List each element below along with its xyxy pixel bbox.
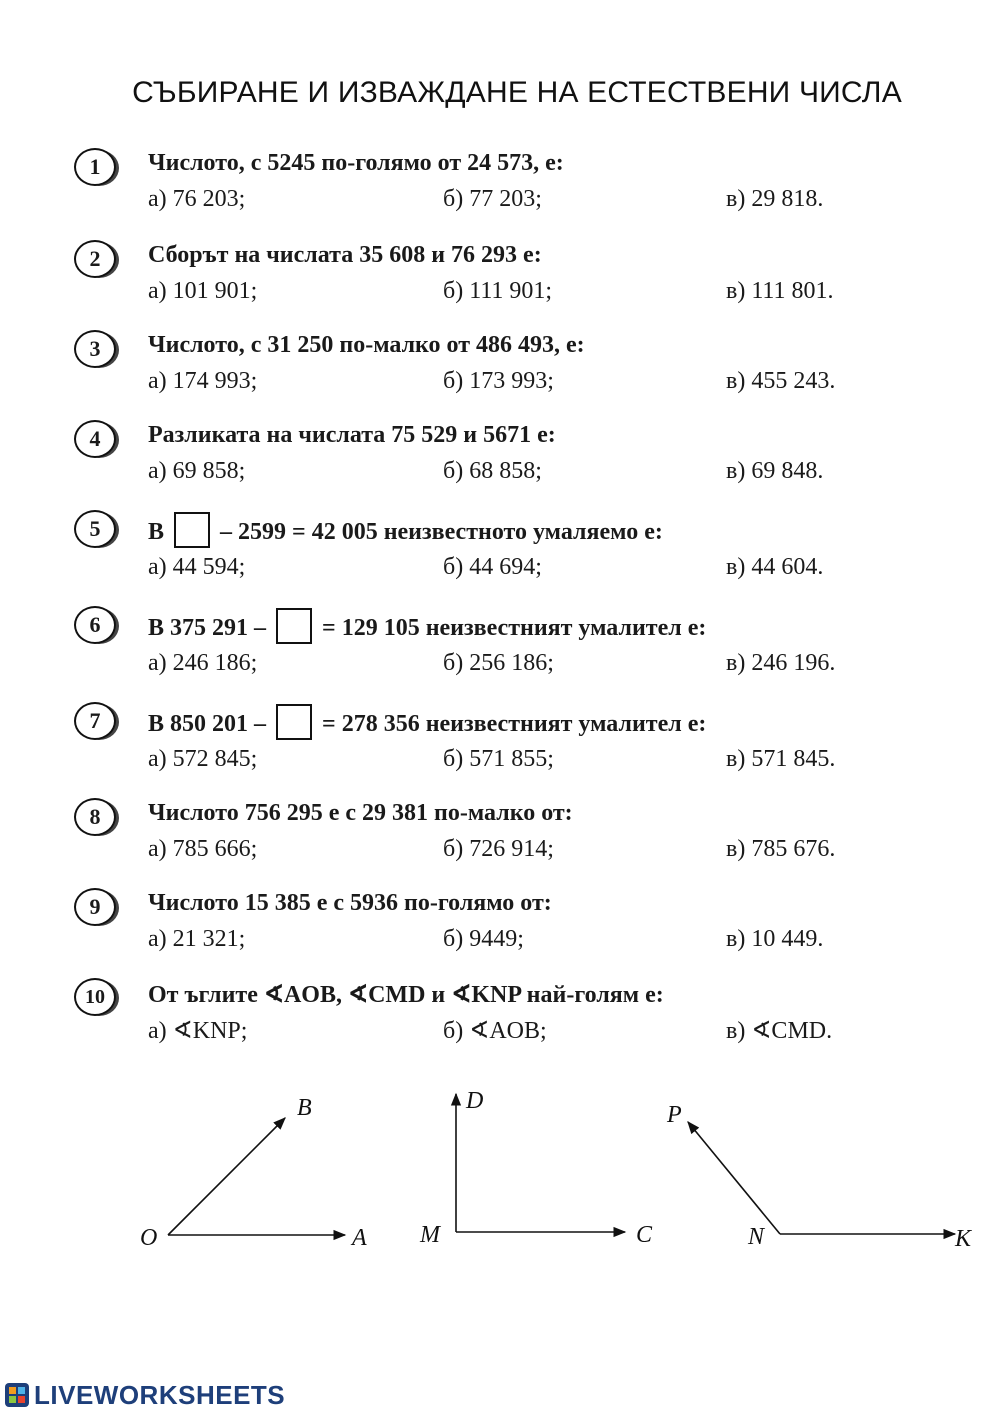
answer-c[interactable]: в) 785 676. bbox=[726, 836, 836, 862]
question-text-after: – 2599 = 42 005 неизвестното умаляемо е: bbox=[220, 519, 663, 545]
question-number: 7 bbox=[74, 702, 116, 740]
answer-b[interactable]: б) ∢AOB; bbox=[443, 1018, 547, 1044]
answer-a[interactable]: а) 69 858; bbox=[148, 458, 246, 484]
question-text-before: В 375 291 – bbox=[148, 615, 267, 641]
question-number: 5 bbox=[74, 510, 116, 548]
question-8 bbox=[70, 798, 970, 878]
page-title: СЪБИРАНЕ И ИЗВАЖДАНЕ НА ЕСТЕСТВЕНИ ЧИСЛА bbox=[132, 76, 902, 109]
answer-b[interactable]: б) 173 993; bbox=[443, 368, 554, 394]
answer-c[interactable]: в) 44 604. bbox=[726, 554, 824, 580]
question-text-before: В bbox=[148, 519, 165, 545]
answer-b[interactable]: б) 571 855; bbox=[443, 746, 554, 772]
answer-a[interactable]: а) ∢KNP; bbox=[148, 1018, 248, 1044]
answer-a[interactable]: а) 76 203; bbox=[148, 186, 246, 212]
answer-c[interactable]: в) 69 848. bbox=[726, 458, 824, 484]
question-number: 6 bbox=[74, 606, 116, 644]
question-text: Числото 15 385 е с 5936 по-голямо от: bbox=[148, 890, 552, 916]
question-text: Разликата на числата 75 529 и 5671 е: bbox=[148, 422, 556, 448]
unknown-box bbox=[174, 512, 210, 548]
question-4 bbox=[70, 420, 970, 500]
brand-name: LIVEWORKSHEETS bbox=[34, 1380, 286, 1410]
question-number: 2 bbox=[74, 240, 116, 278]
angle-aob bbox=[168, 1118, 345, 1235]
label-m: M bbox=[420, 1222, 440, 1248]
question-number: 9 bbox=[74, 888, 116, 926]
question-text-after: = 278 356 неизвестният умалител е: bbox=[322, 711, 707, 737]
label-d: D bbox=[466, 1088, 484, 1114]
label-k: K bbox=[955, 1226, 972, 1252]
question-text: Числото, с 5245 по-голямо от 24 573, е: bbox=[148, 150, 564, 176]
label-n: N bbox=[748, 1224, 765, 1250]
liveworksheets-logo-icon bbox=[4, 1382, 30, 1408]
question-7 bbox=[70, 702, 970, 782]
question-text: От ъглите ∢AOB, ∢CMD и ∢KNP най-голям е: bbox=[148, 982, 664, 1008]
answer-a[interactable]: а) 572 845; bbox=[148, 746, 258, 772]
answer-a[interactable]: а) 174 993; bbox=[148, 368, 258, 394]
answer-a[interactable]: а) 246 186; bbox=[148, 650, 258, 676]
question-text-before: В 850 201 – bbox=[148, 711, 267, 737]
answer-b[interactable]: б) 726 914; bbox=[443, 836, 554, 862]
answer-b[interactable]: б) 44 694; bbox=[443, 554, 542, 580]
label-o: O bbox=[140, 1225, 158, 1251]
question-text bbox=[148, 608, 706, 644]
question-2 bbox=[70, 240, 970, 320]
question-10 bbox=[70, 978, 970, 1058]
answer-a[interactable]: а) 785 666; bbox=[148, 836, 258, 862]
answer-b[interactable]: б) 77 203; bbox=[443, 186, 542, 212]
label-c: C bbox=[636, 1222, 653, 1248]
question-number: 4 bbox=[74, 420, 116, 458]
question-text-after: = 129 105 неизвестният умалител е: bbox=[322, 615, 707, 641]
angle-cmd bbox=[456, 1094, 625, 1232]
question-5 bbox=[70, 510, 970, 590]
answer-b[interactable]: б) 68 858; bbox=[443, 458, 542, 484]
question-9 bbox=[70, 888, 970, 968]
answer-c[interactable]: в) 111 801. bbox=[726, 278, 834, 304]
answer-c[interactable]: в) 29 818. bbox=[726, 186, 824, 212]
ray-np bbox=[688, 1122, 780, 1234]
unknown-box bbox=[276, 608, 312, 644]
question-number: 10 bbox=[74, 978, 116, 1016]
question-text: Сборът на числата 35 608 и 76 293 е: bbox=[148, 242, 542, 268]
brand-footer[interactable] bbox=[4, 1380, 285, 1411]
answer-a[interactable]: а) 101 901; bbox=[148, 278, 258, 304]
label-b: B bbox=[297, 1095, 312, 1121]
answer-c[interactable]: в) ∢CMD. bbox=[726, 1018, 833, 1044]
question-text: Числото 756 295 е с 29 381 по-малко от: bbox=[148, 800, 573, 826]
angle-knp bbox=[688, 1122, 955, 1234]
answer-a[interactable]: а) 44 594; bbox=[148, 554, 246, 580]
question-number: 3 bbox=[74, 330, 116, 368]
answer-b[interactable]: б) 256 186; bbox=[443, 650, 554, 676]
answer-c[interactable]: в) 10 449. bbox=[726, 926, 824, 952]
question-3 bbox=[70, 330, 970, 410]
question-text bbox=[148, 512, 663, 548]
question-6 bbox=[70, 606, 970, 686]
answer-c[interactable]: в) 246 196. bbox=[726, 650, 836, 676]
answer-c[interactable]: в) 455 243. bbox=[726, 368, 836, 394]
unknown-box bbox=[276, 704, 312, 740]
answer-b[interactable]: б) 9449; bbox=[443, 926, 524, 952]
question-text: Числото, с 31 250 по-малко от 486 493, е: bbox=[148, 332, 585, 358]
label-a: A bbox=[352, 1225, 367, 1251]
question-text bbox=[148, 704, 706, 740]
answer-b[interactable]: б) 111 901; bbox=[443, 278, 553, 304]
question-number: 8 bbox=[74, 798, 116, 836]
angles-diagram bbox=[120, 1080, 1000, 1260]
ray-ob bbox=[168, 1118, 285, 1235]
answer-c[interactable]: в) 571 845. bbox=[726, 746, 836, 772]
answer-a[interactable]: а) 21 321; bbox=[148, 926, 246, 952]
question-1 bbox=[70, 148, 970, 228]
label-p: P bbox=[667, 1102, 682, 1128]
question-number: 1 bbox=[74, 148, 116, 186]
